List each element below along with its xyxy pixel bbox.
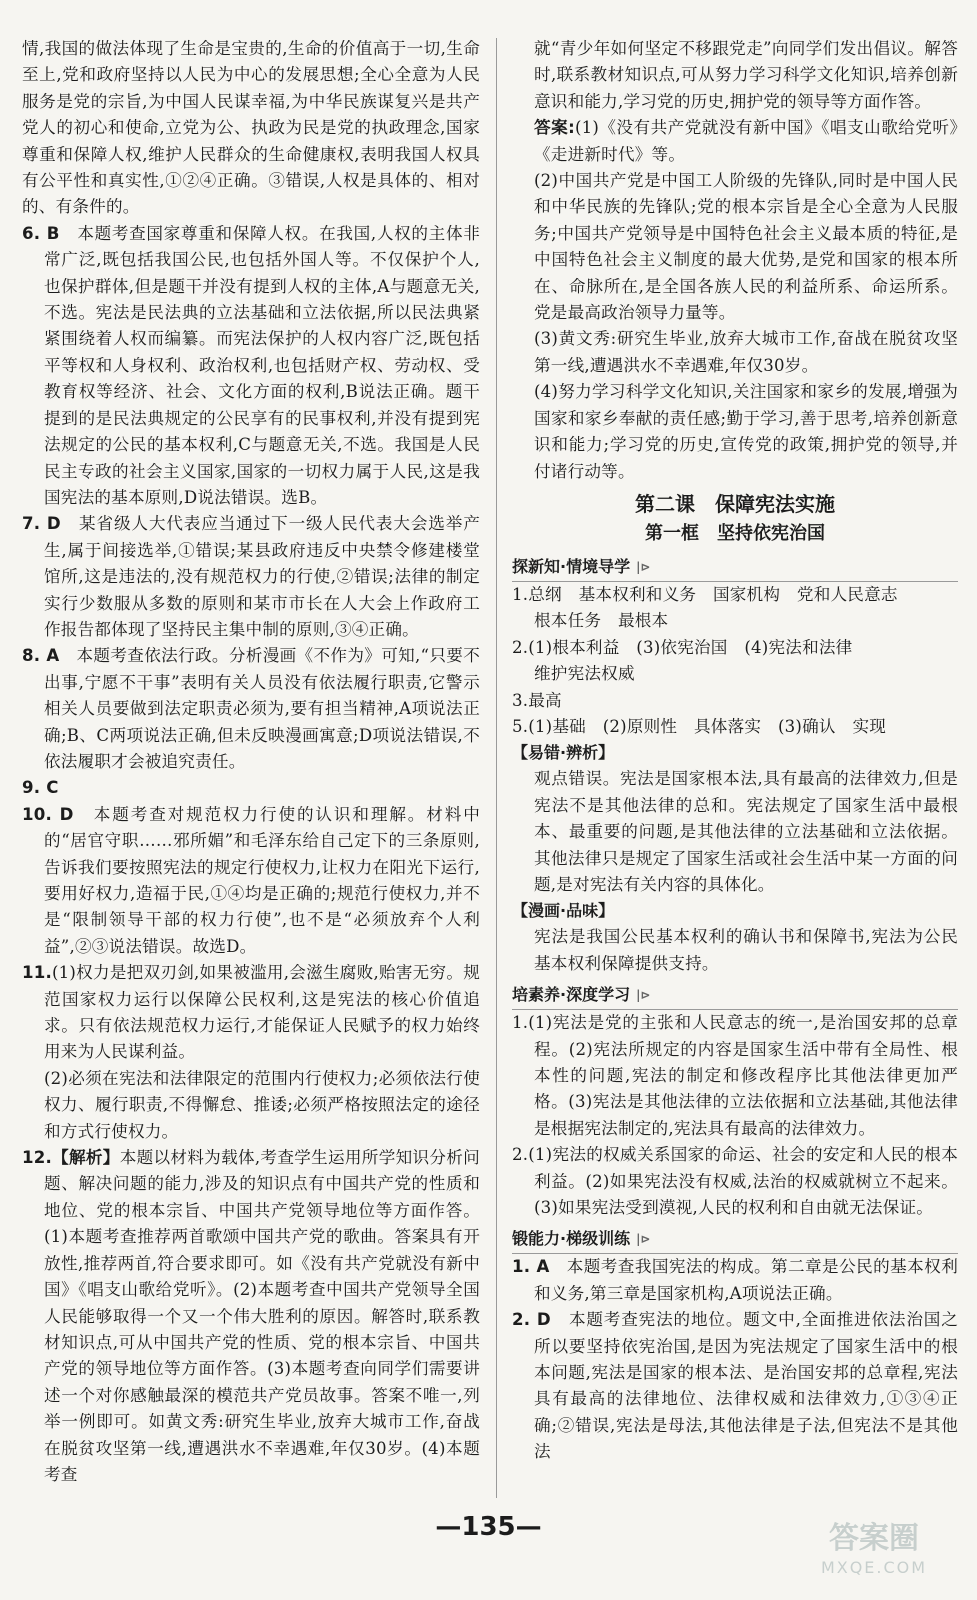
training-answer-2-text: 本题考查宪法的地位。题文中,全面推进依法治国之所以要坚持依宪治国,是因为宪法规定了国家生活中的根本问题,宪法是国家的根本法、是治国安邦的总章程,宪法具有最高的法律地位、法律权威和法律效力,①③④正确;②错误,宪法是母法,其他法律是子法,但宪法不是其他法 <box>534 1310 959 1462</box>
training-answer-1-text: 本题考查我国宪法的构成。第二章是公民的基本权利和义务,第三章是国家机构,A项说法正确。 <box>534 1257 958 1303</box>
answer-6-number: 6. B <box>22 223 60 243</box>
answer-8-number: 8. A <box>22 646 60 666</box>
answer-12 <box>22 1145 480 1488</box>
deep-item-2: 2.(1)宪法的权威关系国家的命运、社会的安定和人民的根本利益。(2)如果宪法没有权威,法治的权威就树立不起来。(3)如果宪法受到漠视,人民的权利和自由就无法保证。 <box>512 1145 958 1218</box>
answer-part4: (4)努力学习科学文化知识,关注国家和家乡的发展,增强为国家和家乡奉献的责任感;勤于学习,善于思考,培养创新意识和能力;学习党的历史,宣传党的政策,拥护党的领导,并付诸行动等。 <box>534 382 958 481</box>
double-chevron-icon: |⊳ <box>636 559 651 574</box>
answer-12-number: 12. <box>22 1148 52 1168</box>
answer-label: 答案: <box>534 118 575 138</box>
explore-item-3: 3.最高 <box>512 690 562 710</box>
answer-part2: (2)中国共产党是中国工人阶级的先锋队,同时是中国人民和中华民族的先锋队;党的根本宗旨是全心全意为人民服务;中国共产党领导是中国特色社会主义最本质的特征,是中国特色社会主义制度的最大优势,是党和国家的根本所在、命脉所在,是全国各族人民的利益所系、命运所系。党是最高政治领导力量等。 <box>534 171 958 323</box>
answer-12-text: 本题以材料为载体,考查学生运用所学知识分析问题、解决问题的能力,涉及的知识点有中国共产党的性质和地位、党的根本宗旨、中国共产党领导地位等方面作答。(1)本题考查推荐两首歌颂中国共产党的歌曲。答案具有开放性,推荐两首,符合要求即可。如《没有共产党就没有新中国》《唱支山歌给党听》。(2)本题考查中国共产党领导全国人民能够取得一个又一个伟大胜利的原因。解答时,联系教材知识点,可从中国共产党的性质、党的根本宗旨、中国共产党的领导地位等方面作答。(3)本题考查向同学们需要讲述一个对你感触最深的模范共产党员故事。答案不唯一,列举一例即可。如黄文秀:研究生毕业,放弃大城市工作,奋战在脱贫攻坚第一线,遭遇洪水不幸遇难,年仅30岁。(4)本题考查 <box>44 1148 480 1484</box>
answer-part3: (3)黄文秀:研究生毕业,放弃大城市工作,奋战在脱贫攻坚第一线,遭遇洪水不幸遇难,年仅30岁。 <box>534 329 958 375</box>
training-answer-1-number: 1. A <box>512 1257 550 1277</box>
answer-7-number: 7. D <box>22 514 61 534</box>
section-header-deep-learning-label: 培素养·深度学习 <box>512 985 631 1005</box>
answer-11-number: 11. <box>22 963 52 983</box>
training-answer-2-number: 2. D <box>512 1310 551 1330</box>
answer-7-text: 某省级人大代表应当通过下一级人民代表大会选举产生,属于间接选举,①错误;某县政府违反中央禁令修建楼堂馆所,这是违法的,没有规范权力的行使,②错误;法律的制定实行少数服从多数的原则和某市市长在人大会上作政府工作报告都体现了坚持民主集中制的原则,③④正确。 <box>44 514 480 639</box>
answer-10-text: 本题考查对规范权力行使的认识和理解。材料中的“居官守职……邪所媚”和毛泽东给自己定下的三条原则,告诉我们要按照宪法的规定行使权力,让权力在阳光下运行,要用好权力,造福于民,①④均是正确的;规范行使权力,并不是“限制领导干部的权力行使”,也不是“必须放弃个人利益”,②③说法错误。故选D。 <box>44 804 480 956</box>
answer-6 <box>22 221 480 511</box>
answer-8 <box>22 643 480 775</box>
answer-9 <box>22 775 480 801</box>
right-paragraph-continued: 就“青少年如何坚定不移跟党走”向同学们发出倡议。解答时,联系教材知识点,可从努力学习科学文化知识,培养创新意识和能力,学习党的历史,拥护党的领导等方面作答。 <box>534 39 958 111</box>
answer-11-part2: (2)必须在宪法和法律限定的范围内行使权力;必须依法行使权力、履行职责,不得懈怠、推诿;必须严格按照法定的途径和方式行使权力。 <box>44 1068 480 1141</box>
explore-item-2-cont: 维护宪法权威 <box>534 664 635 684</box>
error-analysis-label: 【易错·辨析】 <box>512 743 615 763</box>
answer-7 <box>22 511 480 643</box>
section-header-training-label: 锻能力·梯级训练 <box>512 1229 631 1249</box>
lesson-title: 第二课 保障宪法实施 <box>635 491 835 516</box>
section-header-explore-label: 探新知·情境导学 <box>512 556 631 576</box>
double-chevron-icon: |⊳ <box>636 988 651 1003</box>
page-number: —135— <box>435 1512 542 1542</box>
section-subtitle: 第一框 坚持依宪治国 <box>645 522 825 544</box>
answer-10 <box>22 802 480 960</box>
answer-11-part1: (1)权力是把双刃剑,如果被滥用,会滋生腐败,贻害无穷。规范国家权力运行以保障公民权利,这是宪法的核心价值追求。只有依法规范权力运行,才能保证人民赋予的权力始终用来为人民谋利益。 <box>44 963 480 1062</box>
section-header-deep-learning <box>512 981 958 1010</box>
double-chevron-icon: |⊳ <box>636 1232 651 1247</box>
watermark-logo <box>789 1520 959 1590</box>
answer-10-number: 10. D <box>22 804 74 824</box>
explore-item-5: 5.(1)基础 (2)原则性 具体落实 (3)确认 实现 <box>512 716 887 736</box>
explore-item-1-cont: 根本任务 最根本 <box>534 611 669 631</box>
explore-item-2: 2.(1)根本利益 (3)依宪治国 (4)宪法和法律 <box>512 637 853 657</box>
answer-11 <box>22 960 480 1066</box>
answer-8-text: 本题考查依法行政。分析漫画《不作为》可知,“只要不出事,宁愿不干事”表明有关人员没有依法履行职责,它警示相关人员要做到法定职责必须为,要有担当精神,A项说法正确;B、C两项说法正确,但未反映漫画寓意;D项说法错误,不依法履职才会被追究责任。 <box>44 646 480 771</box>
watermark-url: MXQE.COM <box>820 1558 928 1577</box>
training-answer-2 <box>512 1307 958 1465</box>
deep-item-1: 1.(1)宪法是党的主张和人民意志的统一,是治国安邦的总章程。(2)宪法所规定的内容是国家生活中带有全局性、根本性的问题,宪法的制定和修改程序比其他法律更加严格。(3)宪法是其他法律的立法依据和立法基础,其他法律是根据宪法制定的,宪法具有最高的法律效力。 <box>512 1013 958 1138</box>
section-header-explore <box>512 553 958 582</box>
comic-label: 【漫画·品味】 <box>512 901 615 921</box>
analysis-label: 【解析】 <box>52 1148 120 1168</box>
answer-6-text: 本题考查国家尊重和保障人权。在我国,人权的主体非常广泛,既包括我国公民,也包括外国人等。不仅保护个人,也保护群体,但是题干并没有提到人权的主体,A与题意无关,不选。宪法是民法典的立法基础和立法依据,所以民法典紧紧围绕着人权而编纂。而宪法保护的人权内容广泛,既包括平等权和人身权利、政治权利,也包括财产权、劳动权、受教育权等经济、社会、文化方面的权利,B说法正确。题干提到的是民法典规定的公民享有的民事权利,并没有提到宪法规定的公民的基本权利,C与题意无关,不选。我国是人民民主专政的社会主义国家,国家的一切权力属于人民,这是我国宪法的基本原则,D说法错误。选B。 <box>44 223 481 507</box>
training-answer-1 <box>512 1254 958 1307</box>
right-column <box>512 36 958 1466</box>
column-divider <box>496 38 497 1498</box>
answer-part1: (1)《没有共产党就没有新中国》《唱支山歌给党听》《走进新时代》等。 <box>534 118 958 164</box>
left-column <box>22 36 480 1488</box>
answer-block <box>512 115 958 168</box>
answer-9-number: 9. C <box>22 778 59 798</box>
comic-text: 宪法是我国公民基本权利的确认书和保障书,宪法为公民基本权利保障提供支持。 <box>534 927 958 973</box>
left-paragraph-continued: 情,我国的做法体现了生命是宝贵的,生命的价值高于一切,生命至上,党和政府坚持以人民为中心的发展思想;全心全意为人民服务是党的宗旨,为中国人民谋幸福,为中华民族谋复兴是共产党人的初心和使命,立党为公、执政为民是党的执政理念,国家尊重和保障人权,维护人民群众的生命健康权,表明我国人权具有公平性和真实性,①②④正确。③错误,人权是具体的、相对的、有条件的。 <box>22 39 480 217</box>
watermark-text: 答案圈 <box>829 1521 919 1556</box>
error-analysis-text: 观点错误。宪法是国家根本法,具有最高的法律效力,但是宪法不是其他法律的总和。宪法规定了国家生活中最根本、最重要的问题,是其他法律的立法基础和立法依据。其他法律只是规定了国家生活或社会生活中某一方面的问题,是对宪法有关内容的具体化。 <box>534 769 958 894</box>
section-header-training <box>512 1225 958 1254</box>
explore-item-1: 1.总纲 基本权利和义务 国家机构 党和人民意志 <box>512 584 898 604</box>
